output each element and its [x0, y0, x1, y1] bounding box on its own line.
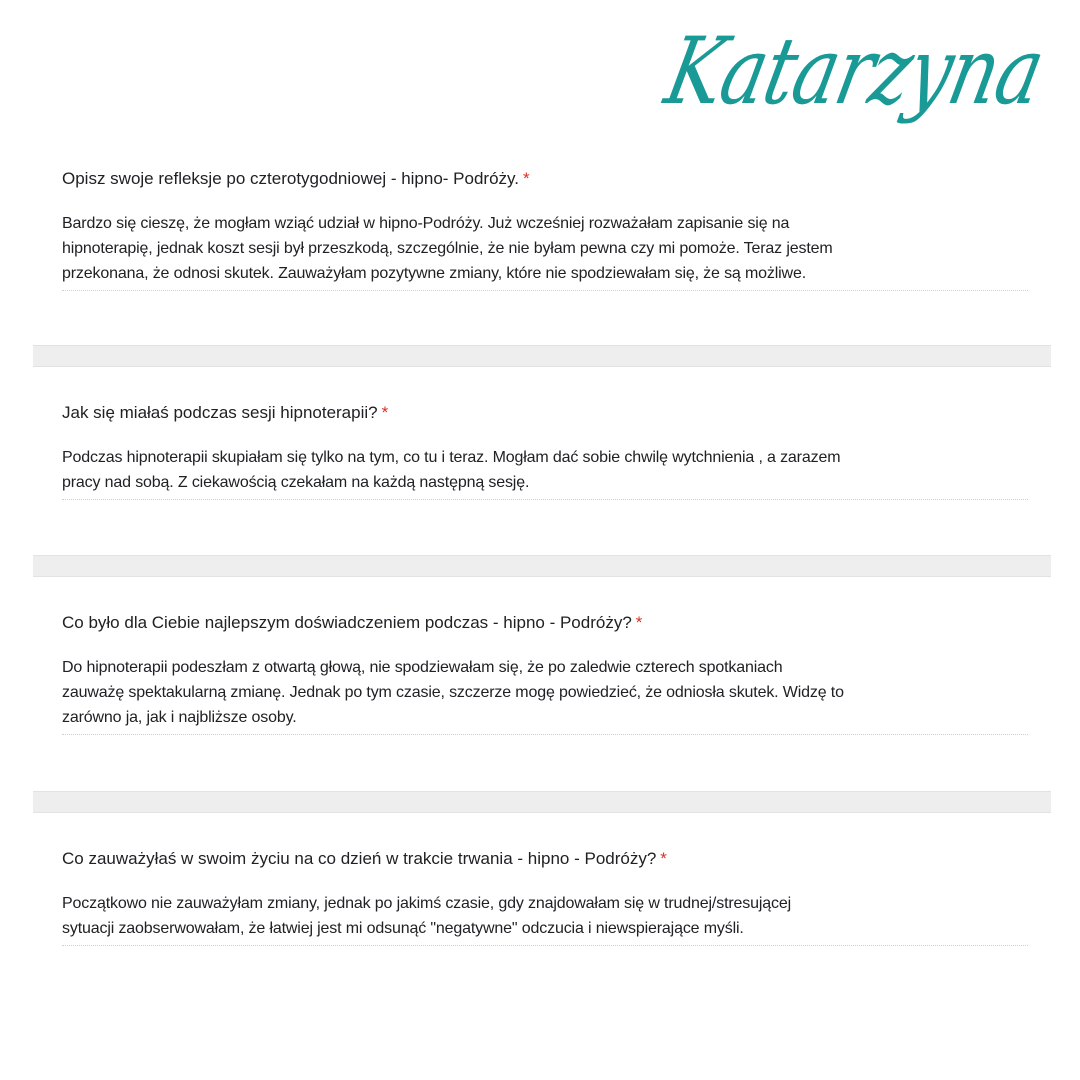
required-asterisk: *: [635, 613, 643, 632]
answer-line: Do hipnoterapii podeszłam z otwartą głową, nie spodziewałam się, że po zaledwie czterech spotkaniach: [62, 659, 783, 676]
required-asterisk: *: [660, 849, 667, 868]
answer-line: pracy nad sobą. Z ciekawością czekałam na każdą następną sesję.: [62, 474, 530, 491]
question-label: [62, 612, 1028, 634]
required-asterisk: *: [523, 169, 530, 188]
question-block-4: [62, 848, 1028, 946]
question-text: Co było dla Ciebie najlepszym doświadczeniem podczas - hipno - Podróży?: [62, 613, 632, 632]
answer-line: przekonana, że odnosi skutek. Zauważyłam pozytywne zmiany, które nie spodziewałam się, że są możliwe.: [62, 265, 807, 282]
question-block-1: [62, 168, 1028, 291]
answer-field[interactable]: [62, 211, 1028, 291]
answer-line: sytuacji zaobserwowałam, że łatwiej jest mi odsunąć "negatywne" odczucia i niewspierające myśli.: [62, 920, 744, 937]
question-block-3: [62, 612, 1028, 735]
question-label: [62, 168, 1028, 190]
section-divider: [33, 555, 1051, 577]
required-asterisk: *: [381, 403, 389, 422]
answer-field[interactable]: [62, 891, 1028, 946]
question-text: Co zauważyłaś w swoim życiu na co dzień w trakcie trwania - hipno - Podróży?: [62, 849, 657, 868]
signature-logo: Katarzyna: [656, 18, 1052, 126]
answer-line: Bardzo się cieszę, że mogłam wziąć udział w hipno-Podróży. Już wcześniej rozważałam zapisanie się na: [62, 215, 790, 232]
section-divider: [33, 345, 1051, 367]
question-label: [62, 848, 1028, 870]
answer-line: Początkowo nie zauważyłam zmiany, jednak po jakimś czasie, gdy znajdowałam się w trudnej/stresującej: [62, 895, 792, 912]
answer-line: zauważę spektakularną zmianę. Jednak po tym czasie, szczerze mogę powiedzieć, że odniosła skutek. Widzę to: [62, 684, 844, 701]
answer-line: Podczas hipnoterapii skupiałam się tylko na tym, co tu i teraz. Mogłam dać sobie chwilę wytchnienia , a zarazem: [62, 449, 841, 466]
answer-line: hipnoterapię, jednak koszt sesji był przeszkodą, szczególnie, że nie byłam pewna czy mi pomoże. Teraz jestem: [62, 240, 833, 257]
question-text: Jak się miałaś podczas sesji hipnoterapii?: [62, 403, 378, 422]
answer-field[interactable]: [62, 445, 1028, 500]
question-block-2: [62, 402, 1028, 500]
answer-field[interactable]: [62, 655, 1028, 735]
answer-line: zarówno ja, jak i najbliższe osoby.: [62, 709, 297, 726]
question-label: [62, 402, 1028, 424]
question-text: Opisz swoje refleksje po czterotygodniowej - hipno- Podróży.: [62, 169, 520, 188]
section-divider: [33, 791, 1051, 813]
